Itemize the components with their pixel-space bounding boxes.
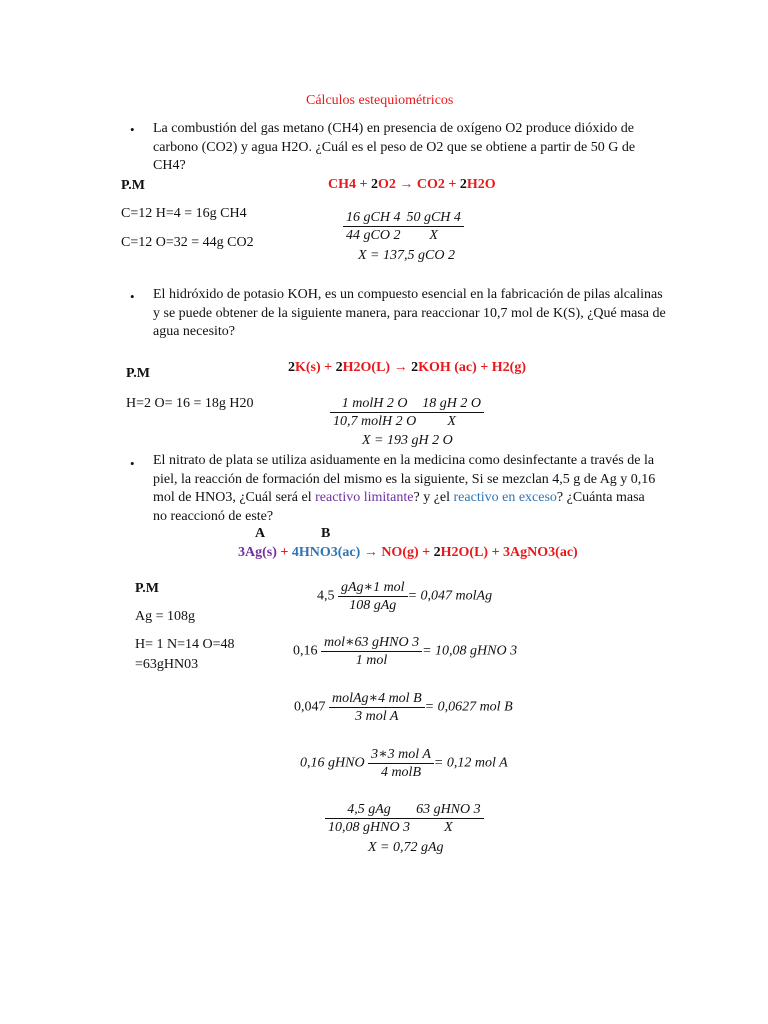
eq1-part: CH4 + xyxy=(328,177,371,192)
calc-2-result: X = 193 gH 2 O xyxy=(362,433,453,448)
calc-result: = 0,047 molAg xyxy=(407,588,493,604)
bullet-q1: • xyxy=(130,122,135,137)
fraction xyxy=(368,746,434,781)
calc-prefix: 0,047 xyxy=(294,699,326,715)
calc-1-result: X = 137,5 gCO 2 xyxy=(358,248,455,263)
reactivo-limitante: reactivo limitante xyxy=(315,490,414,505)
pm-line-2-1: H=2 O= 16 = 18g H20 xyxy=(126,396,254,411)
calc-3-2 xyxy=(293,634,517,669)
question-2-text: El hidróxido de potasio KOH, es un compuesto esencial en la fabricación de pilas alcalinas y se puede obtener de la siguiente manera, para reaccionar 10,7 mol de K(S), ¿Qué masa de agua necesito? xyxy=(153,287,666,339)
question-1-text: La combustión del gas metano (CH4) en presencia de oxígeno O2 produce dióxido de carbono (CO2) y agua H2O. ¿Cuál es el peso de O2 que se obtiene a partir de 50 G de CH4? xyxy=(153,121,636,173)
calc-3-3 xyxy=(294,690,513,725)
calc-prefix: 4,5 xyxy=(317,588,335,604)
numerator: mol∗63 gHNO 3 xyxy=(321,634,422,652)
fraction xyxy=(330,395,419,430)
pm-line-1-2: C=12 O=32 = 44g CO2 xyxy=(121,235,254,250)
fraction xyxy=(403,209,463,244)
equation-2 xyxy=(288,360,526,376)
reactivo-exceso: reactivo en exceso xyxy=(453,490,557,505)
numerator: 50 gCH 4 xyxy=(403,209,463,227)
numerator: 18 gH 2 O xyxy=(419,395,484,413)
numerator: 3∗3 mol A xyxy=(368,746,434,764)
calc-3-5-result: X = 0,72 gAg xyxy=(368,840,444,855)
eq1-part: H2O xyxy=(466,177,496,192)
eq2-part: KOH (ac) + H2(g) xyxy=(418,360,526,375)
numerator: 1 molH 2 O xyxy=(330,395,419,413)
pm-label-2: P.M xyxy=(126,366,150,381)
numerator: 16 gCH 4 xyxy=(343,209,403,227)
denominator: 44 gCO 2 xyxy=(346,228,401,243)
eq1-coef: 2 xyxy=(459,177,467,192)
eq3-part: + xyxy=(276,545,292,560)
eq3-part: 4HNO3(ac) xyxy=(291,545,361,560)
eq2-coef: 2 xyxy=(335,360,343,375)
pm-line-3-3: =63gHN03 xyxy=(135,657,199,672)
pm-label-3: P.M xyxy=(135,581,159,596)
label-a: A xyxy=(255,526,266,541)
calc-3-5-fraction xyxy=(325,801,484,836)
calc-3-1 xyxy=(317,579,492,614)
calc-2-fraction xyxy=(330,395,484,430)
eq3-coef: 2 xyxy=(433,545,441,560)
pm-line-3-2: H= 1 N=14 O=48 xyxy=(135,637,235,652)
numerator: molAg∗4 mol B xyxy=(329,690,425,708)
equation-3 xyxy=(238,545,578,561)
pm-label-1: P.M xyxy=(121,178,145,193)
question-3-text xyxy=(153,452,658,526)
fraction xyxy=(413,801,484,836)
fraction xyxy=(338,579,408,614)
calc-prefix: 0,16 xyxy=(293,643,318,659)
equation-1 xyxy=(328,177,496,193)
numerator: gAg∗1 mol xyxy=(338,579,408,597)
eq2-part: K(s) + xyxy=(295,360,336,375)
fraction xyxy=(329,690,425,725)
label-b: B xyxy=(321,526,331,541)
calc-result: = 10,08 gHNO 3 xyxy=(422,643,518,659)
numerator: 4,5 gAg xyxy=(325,801,413,819)
eq1-coef: 2 xyxy=(370,177,378,192)
eq2-coef: 2 xyxy=(288,360,295,375)
eq3-part: H2O(L) + 3AgNO3(ac) xyxy=(440,545,578,560)
numerator: 63 gHNO 3 xyxy=(413,801,484,819)
fraction xyxy=(321,634,422,669)
denominator: 4 molB xyxy=(380,765,421,780)
denominator: X xyxy=(429,228,438,243)
pm-line-3-1: Ag = 108g xyxy=(135,609,196,624)
denominator: 1 mol xyxy=(355,653,388,668)
calc-3-4 xyxy=(300,746,508,781)
calc-result: = 0,12 mol A xyxy=(433,755,508,771)
denominator: X xyxy=(444,820,453,835)
calc-result: = 0,0627 mol B xyxy=(424,699,513,715)
bullet-q3: • xyxy=(130,456,135,471)
eq3-part: → NO(g) + xyxy=(360,545,434,560)
q3-text: ? y ¿el xyxy=(413,490,454,505)
eq2-part: H2O(L) → xyxy=(342,360,412,375)
denominator: 3 mol A xyxy=(355,709,399,724)
denominator: 108 gAg xyxy=(349,598,397,613)
fraction xyxy=(343,209,403,244)
q3-text: El nitrato de plata se utiliza asiduamente en la medicina como desinfectante a través de la piel, la reacción de formación del mismo es la siguiente, Si se mezclan 4,5 g de Ag y 0,16 mol de HNO3, ¿Cuál será el xyxy=(153,453,656,505)
denominator: 10,7 molH 2 O xyxy=(333,414,417,429)
denominator: 10,08 gHNO 3 xyxy=(328,820,411,835)
bullet-q2: • xyxy=(130,289,135,304)
eq3-part: 3Ag(s) xyxy=(238,545,277,560)
page-title: Cálculos estequiométricos xyxy=(306,93,454,108)
q3-text: ? ¿Cuánta masa no reaccionó de este? xyxy=(153,490,645,524)
denominator: X xyxy=(447,414,456,429)
calc-prefix: 0,16 gHNO xyxy=(300,755,365,771)
calc-1-fraction xyxy=(343,209,464,244)
fraction xyxy=(325,801,413,836)
fraction xyxy=(419,395,484,430)
eq2-coef: 2 xyxy=(411,360,419,375)
pm-line-1-1: C=12 H=4 = 16g CH4 xyxy=(121,206,247,221)
eq1-part: O2 → CO2 + xyxy=(377,177,460,192)
